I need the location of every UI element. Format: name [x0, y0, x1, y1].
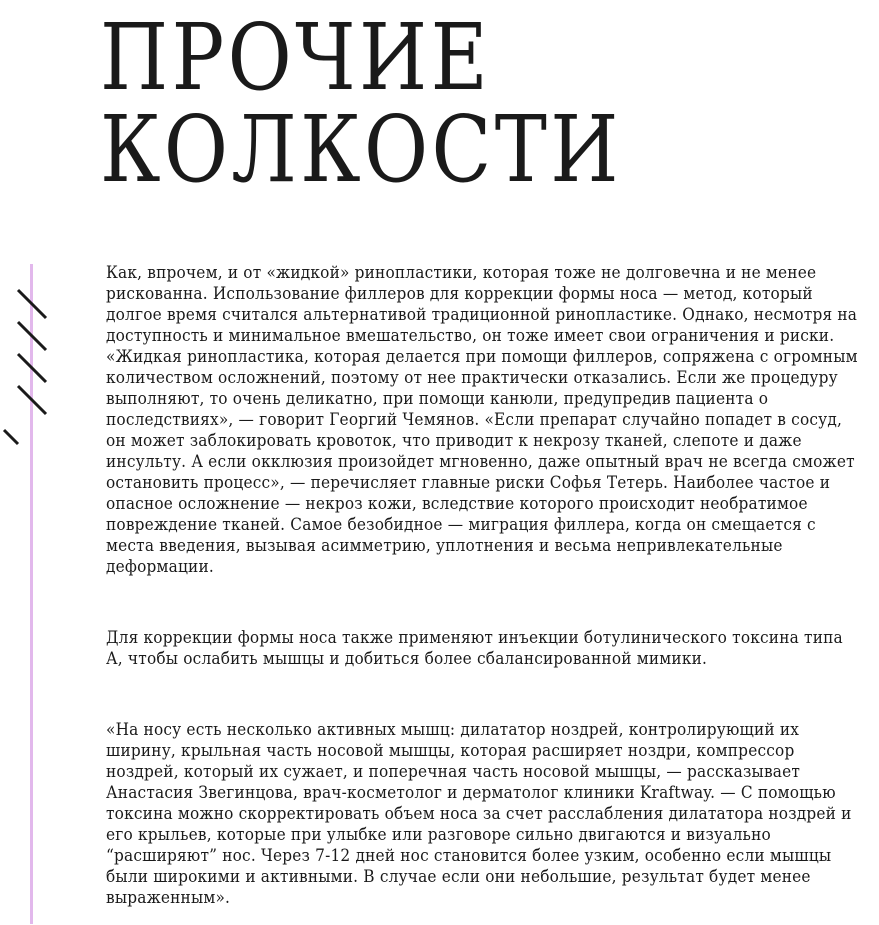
section-title-line-2: КОЛКОСТИ [100, 96, 622, 203]
section-title-line-1: ПРОЧИЕ [100, 4, 492, 111]
slash-mark [18, 354, 46, 382]
article-paragraph: Для коррекции формы носа также применяют инъекции ботулинического токсина типа А, чтобы ослабить мышцы и добиться более сбалансированной мимики. [106, 628, 843, 668]
slash-mark [18, 322, 46, 350]
article-paragraph: «На носу есть несколько активных мышц: дилататор ноздрей, контролирующий их ширину, крыльная часть носовой мышцы, которая расширяет ноздри, компрессор ноздрей, который их сужает, и поперечная часть носовой мышцы, — рассказывает Анастасия Звегинцова, врач-косметолог и дерматолог клиники Kraftway. — С помощью токсина можно скорректировать объем носа за счет расслабления дилататора ноздрей и его крыльев, которые при улыбке или разговоре сильно двигаются и визуально “расширяют” нос. Через 7-12 дней нос становится более узким, особенно если мышцы были широкими и активными. В случае если они небольшие, результат будет менее выраженным». [106, 720, 852, 907]
section-title [100, 4, 622, 203]
slash-mark [4, 430, 18, 444]
article-paragraph: Как, впрочем, и от «жидкой» ринопластики, которая тоже не долговечна и не менее рискованна. Использование филлеров для коррекции формы носа — метод, который долгое время считался альтернативой традиционной ринопластике. Однако, несмотря на доступность и минимальное вмешательство, он тоже имеет свои ограничения и риски. «Жидкая ринопластика, которая делается при помощи филлеров, сопряжена с огромным количеством осложнений, поэтому от нее практически отказались. Если же процедуру выполняют, то очень деликатно, при помощи канюли, предупредив пациента о последствиях», — говорит Георгий Чемянов. «Если препарат случайно попадет в сосуд, он может заблокировать кровоток, что приводит к некрозу тканей, слепоте и даже инсульту. А если окклюзия произойдет мгновенно, даже опытный врач не всегда сможет остановить процесс», — перечисляет главные риски Софья Тетерь. Наиболее частое и опасное осложнение — некроз кожи, вследствие которого происходит необратимое повреждение тканей. Самое безобидное — миграция филлера, когда он смещается с места введения, вызывая асимметрию, уплотнения и весьма непривлекательные деформации. [106, 263, 858, 576]
decorative-slashes-icon [0, 280, 60, 460]
slash-mark [18, 386, 46, 414]
slash-mark [18, 290, 46, 318]
